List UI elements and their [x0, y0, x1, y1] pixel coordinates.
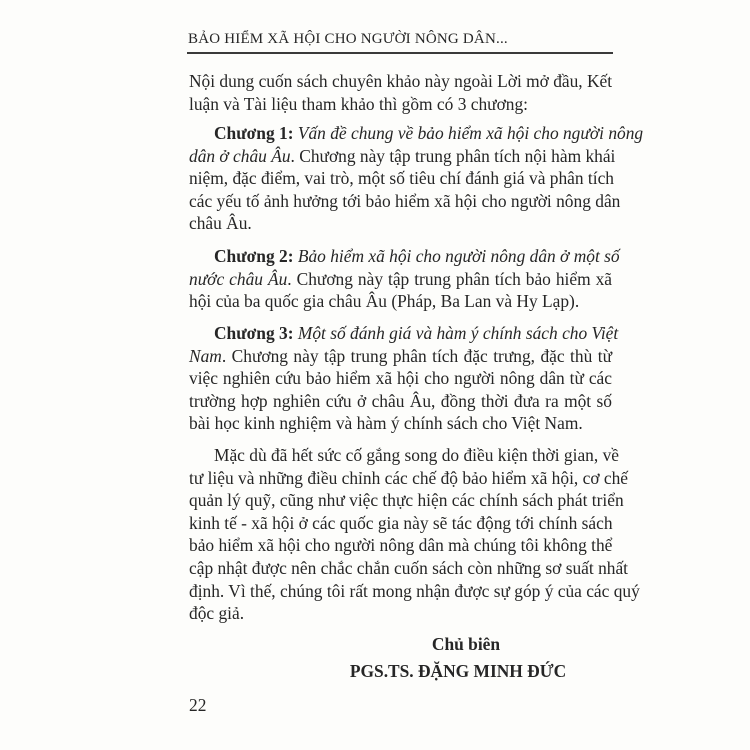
text-segment: tư liệu và những điều chỉnh các chế độ bảo hiểm xã hội, cơ chế — [189, 467, 628, 488]
text-line — [189, 512, 612, 535]
chapter-title: Vấn đề chung về bảo hiểm xã hội cho người nông — [297, 123, 644, 143]
text-line — [189, 212, 612, 235]
chapter-label: Chương 2: — [214, 246, 298, 266]
text-line — [189, 580, 640, 603]
text-segment: Mặc dù đã hết sức cố gắng song do điều kiện thời gian, về — [214, 445, 619, 465]
text-line — [189, 412, 612, 435]
text-segment: luận và Tài liệu tham khảo thì gồm có 3 chương: — [189, 93, 528, 114]
paragraph — [189, 245, 620, 313]
text-line — [189, 467, 628, 490]
text-segment: trường hợp nghiên cứu ở châu Âu, đồng thời đưa ra một số — [189, 390, 612, 411]
page-number: 22 — [189, 695, 207, 715]
text-line — [189, 145, 616, 168]
text-line — [189, 290, 612, 313]
text-segment: các yếu tố ảnh hưởng tới bảo hiểm xã hội cho người nông dân — [189, 190, 621, 211]
paragraph — [189, 122, 644, 235]
text-line — [189, 489, 624, 512]
text-segment: . Chương này tập trung phân tích nội hàm khái — [290, 145, 616, 166]
text-line — [189, 345, 612, 368]
text-line — [189, 167, 612, 190]
text-segment: định. Vì thế, chúng tôi rất mong nhận được sự góp ý của các quý — [189, 580, 640, 601]
text-segment: . Chương này tập trung phân tích đặc trưng, đặc thù từ — [221, 345, 612, 366]
text-segment: niệm, đặc điểm, vai trò, một số tiêu chí đánh giá và phân tích — [189, 168, 614, 189]
text-segment: độc giả. — [189, 603, 245, 624]
text-line — [189, 602, 612, 625]
text-segment: châu Âu. — [189, 213, 252, 234]
running-header: BẢO HIỂM XÃ HỘI CHO NGƯỜI NÔNG DÂN... — [188, 31, 508, 47]
text-segment: hội của ba quốc gia châu Âu (Pháp, Ba Lan và Hy Lạp). — [189, 291, 580, 312]
text-line — [189, 245, 620, 268]
text-line — [189, 322, 619, 345]
chapter-title: Một số đánh giá và hàm ý chính sách cho Việt — [297, 323, 619, 343]
paragraph — [189, 444, 640, 625]
text-segment: Nội dung cuốn sách chuyên khảo này ngoài Lời mở đầu, Kết — [189, 71, 613, 91]
text-line — [189, 557, 629, 580]
chapter-title: nước châu Âu — [189, 268, 288, 289]
text-segment: bài học kinh nghiệm và hàm ý chính sách cho Việt Nam. — [189, 413, 583, 434]
chapter-title: Bảo hiểm xã hội cho người nông dân ở một số — [297, 246, 620, 266]
text-segment: . Chương này tập trung phân tích bảo hiểm xã — [287, 268, 613, 289]
paragraph — [189, 322, 619, 435]
text-line — [189, 444, 619, 467]
text-line — [189, 367, 612, 390]
signature-role: Chủ biên — [431, 634, 501, 654]
text-line — [189, 93, 612, 116]
text-line — [189, 268, 612, 291]
chapter-label: Chương 3: — [214, 323, 298, 343]
text-segment: kinh tế - xã hội ở các quốc gia này sẽ tác động tới chính sách — [189, 512, 613, 533]
text-line — [189, 190, 621, 213]
text-line — [189, 534, 612, 557]
header-rule — [187, 52, 613, 54]
chapter-label: Chương 1: — [214, 123, 298, 143]
text-line — [189, 70, 612, 93]
chapter-title: dân ở châu Âu — [189, 145, 291, 166]
text-segment: quản lý quỹ, cũng như việc thực hiện các chính sách phát triển — [189, 490, 624, 511]
signature-name: PGS.TS. ĐẶNG MINH ĐỨC — [349, 661, 567, 681]
chapter-title: Nam — [189, 345, 222, 366]
text-segment: việc nghiên cứu bảo hiểm xã hội cho người nông dân từ các — [189, 368, 612, 389]
text-line — [189, 122, 644, 145]
text-segment: cập nhật được nên chắc chắn cuốn sách còn những sơ suất nhất — [189, 557, 629, 578]
text-segment: bảo hiểm xã hội cho người nông dân mà chúng tôi không thể — [189, 535, 613, 556]
paragraph — [189, 70, 612, 115]
text-line — [189, 390, 612, 413]
